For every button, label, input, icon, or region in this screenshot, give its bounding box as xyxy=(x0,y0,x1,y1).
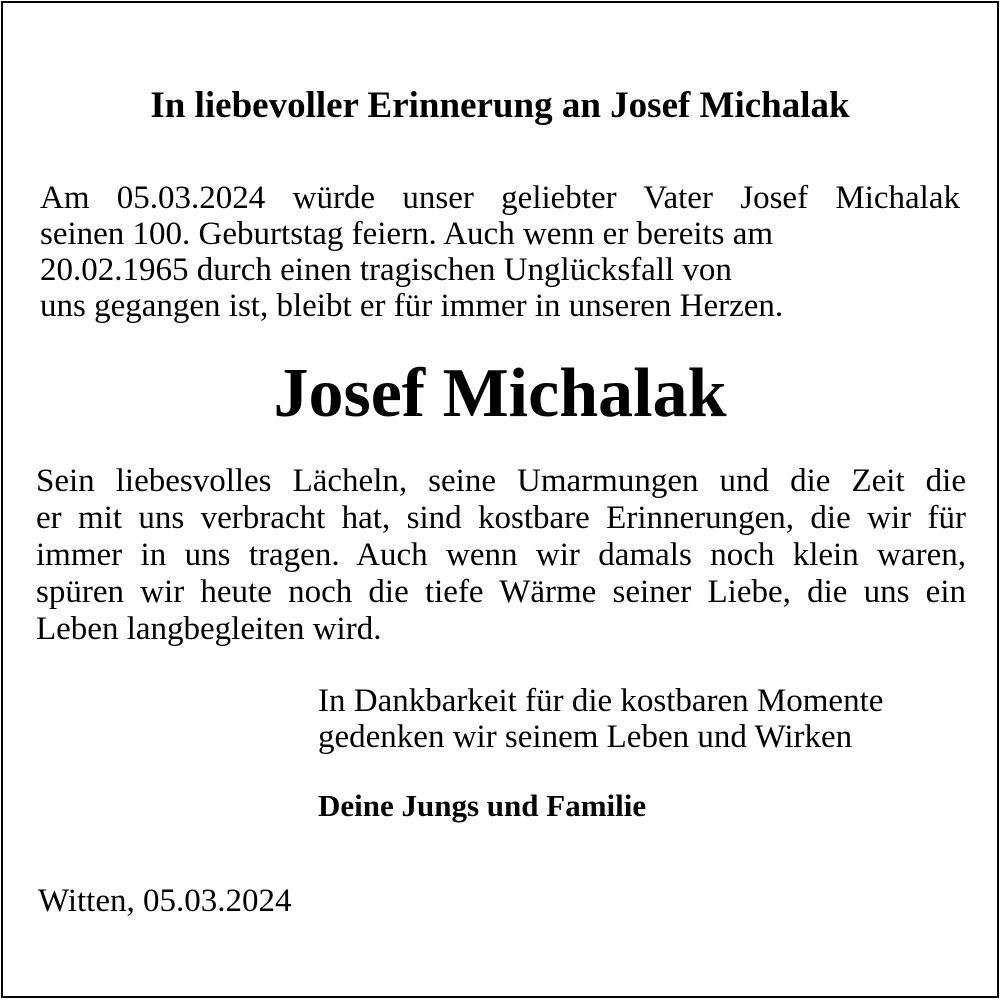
tribute-line-5: Leben langbegleiten wird. xyxy=(36,611,382,647)
tribute-line-2: er mit uns verbracht hat, sind kostbare Erinnerungen, die wir für xyxy=(36,500,966,536)
intro-line-1: Am 05.03.2024 würde unser geliebter Vater Josef Michalak xyxy=(40,180,960,216)
place-date: Witten, 05.03.2024 xyxy=(38,883,292,919)
deceased-name: Josef Michalak xyxy=(273,355,727,432)
intro-line-3: 20.02.1965 durch einen tragischen Unglücksfall von xyxy=(40,252,732,288)
signature: Deine Jungs und Familie xyxy=(318,788,647,823)
tribute-line-1: Sein liebesvolles Lächeln, seine Umarmungen und die Zeit die xyxy=(36,463,966,499)
tribute-line-3: immer in uns tragen. Auch wenn wir damals noch klein waren, xyxy=(36,537,966,573)
gratitude-line-2: gedenken wir seinem Leben und Wirken xyxy=(318,719,853,755)
intro-line-4: uns gegangen ist, bleibt er für immer in unseren Herzen. xyxy=(40,288,784,324)
gratitude-line-1: In Dankbarkeit für die kostbaren Momente xyxy=(318,683,884,719)
tribute-line-4: spüren wir heute noch die tiefe Wärme seiner Liebe, die uns ein xyxy=(36,574,966,610)
intro-line-2: seinen 100. Geburtstag feiern. Auch wenn er bereits am xyxy=(40,216,774,252)
notice-heading: In liebevoller Erinnerung an Josef Michalak xyxy=(150,85,850,126)
